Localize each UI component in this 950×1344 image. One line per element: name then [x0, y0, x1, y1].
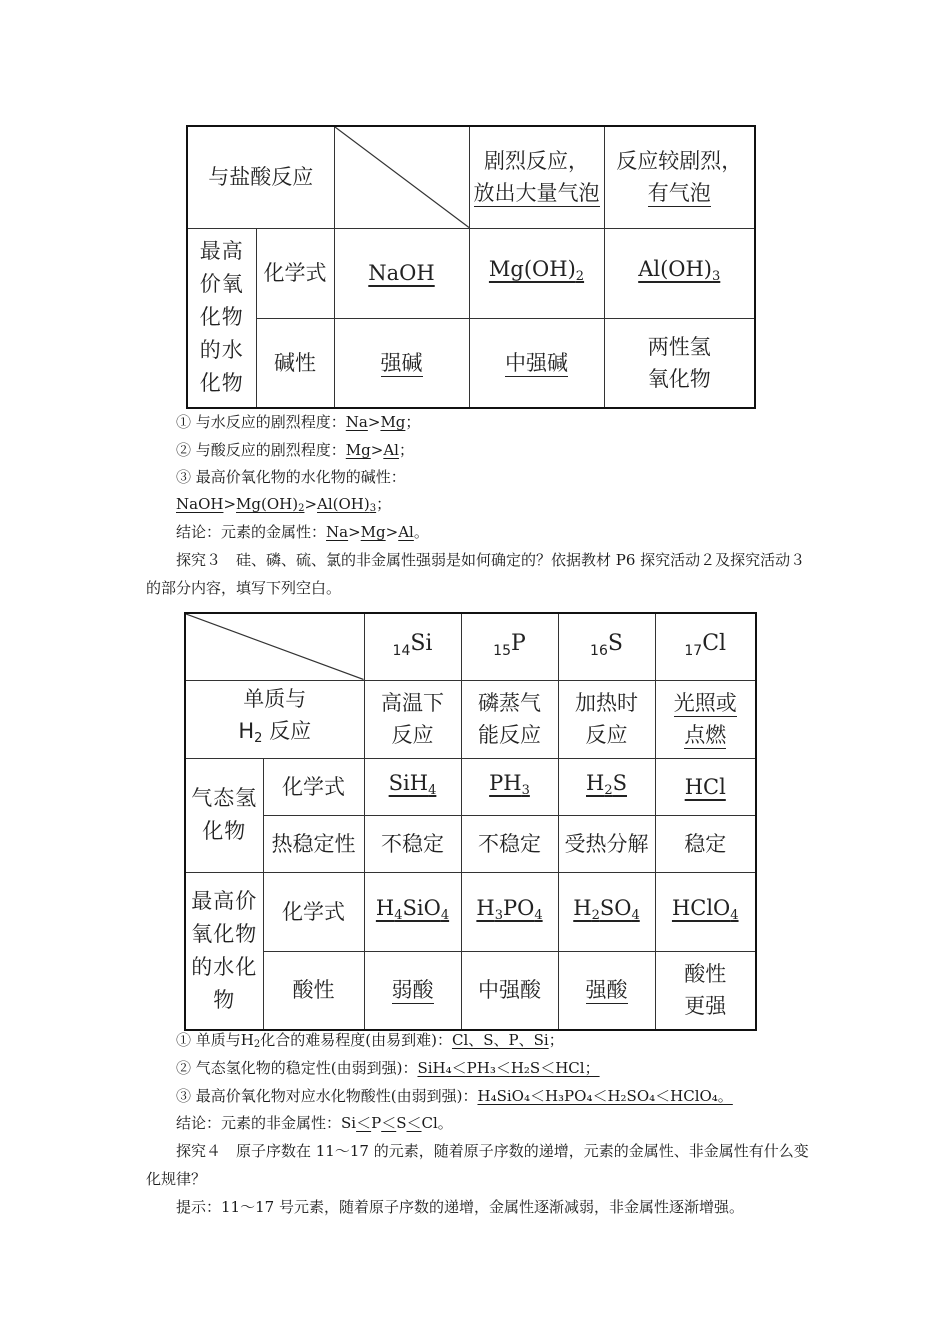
- h3po4-formula: $H_3PO_4$: [461, 872, 558, 951]
- naoh-basicity: 强碱: [334, 318, 469, 408]
- h2so4-acidity: 强酸: [558, 951, 655, 1030]
- nonmetal-properties-table: [184, 612, 757, 1031]
- metal-properties-table: [186, 125, 756, 409]
- explore4-hint: 提示：11～17 号元素，随着原子序数的递增，金属性逐渐减弱，非金属性逐渐增强。: [176, 1198, 744, 1216]
- h2-reaction-label: 单质与 $H_2$ 反应: [185, 680, 364, 758]
- cl-h2-condition: 光照或 点燃: [655, 680, 756, 758]
- hydride-formula-label: 化学式: [263, 758, 364, 815]
- naoh-formula: NaOH: [334, 228, 469, 318]
- sih4-stability: 不稳定: [364, 815, 461, 872]
- conclusion-metallic: 结论：元素的金属性：Na>Mg>Al。: [176, 523, 429, 541]
- ph3-stability: 不稳定: [461, 815, 558, 872]
- oxyacid-row-label: 最高价 氧化物 的水化 物: [185, 872, 263, 1030]
- al-acid-reaction: 反应较剧烈， 有气泡: [604, 126, 755, 228]
- aloh3-basicity: 两性氢 氧化物: [604, 318, 755, 408]
- sih4-formula: SiH$_4$: [364, 758, 461, 815]
- h2s-formula: $H_2S$: [558, 758, 655, 815]
- oxyacid-formula-label: 化学式: [263, 872, 364, 951]
- note1-water-reaction: ① 与水反应的剧烈程度：Na>Mg；: [176, 413, 421, 431]
- h2so4-formula: $H_2SO_4$: [558, 872, 655, 951]
- diagonal-cell: [334, 126, 469, 228]
- hcl-formula: HCl: [655, 758, 756, 815]
- element-cl: $_{17}$Cl: [655, 613, 756, 680]
- mgoh2-formula: $Mg(OH)_2$: [469, 228, 604, 318]
- thermal-stability-label: 热稳定性: [263, 815, 364, 872]
- mgoh2-basicity: 中强碱: [469, 318, 604, 408]
- element-s: $_{16}$S: [558, 613, 655, 680]
- note3-basicity: ③ 最高价氧化物的水化物的碱性：: [176, 468, 406, 486]
- formula-label: 化学式: [256, 228, 334, 318]
- hcl-stability: 稳定: [655, 815, 756, 872]
- aloh3-formula: $Al(OH)_3$: [604, 228, 755, 318]
- note2-hydride-stability: ② 气态氢化物的稳定性(由弱到强)：SiH₄＜PH₃＜H₂S＜HCl；: [176, 1059, 600, 1077]
- element-si: $_{14}$Si: [364, 613, 461, 680]
- si-h2-condition: 高温下 反应: [364, 680, 461, 758]
- diagonal-header-cell: [185, 613, 364, 680]
- p-h2-condition: 磷蒸气 能反应: [461, 680, 558, 758]
- hclo4-acidity: 酸性 更强: [655, 951, 756, 1030]
- mg-acid-reaction: 剧烈反应， 放出大量气泡: [469, 126, 604, 228]
- note4-basicity-order: $NaOH>Mg(OH)_2>Al(OH)_3$；: [176, 495, 392, 514]
- ph3-formula: $PH_3$: [461, 758, 558, 815]
- s-h2-condition: 加热时 反应: [558, 680, 655, 758]
- h4sio4-acidity: 弱酸: [364, 951, 461, 1030]
- explore4-question: 探究４ 原子序数在 11～17 的元素，随着原子序数的递增，元素的金属性、非金属性有什么变化规律？: [146, 1142, 809, 1188]
- element-p: $_{15}$P: [461, 613, 558, 680]
- acidity-label: 酸性: [263, 951, 364, 1030]
- h2s-stability: 受热分解: [558, 815, 655, 872]
- h4sio4-formula: $H_4SiO_4$: [364, 872, 461, 951]
- acid-reaction-label: 与盐酸反应: [187, 126, 334, 228]
- gaseous-hydride-label: 气态氢 化物: [185, 758, 263, 872]
- hydroxide-row-label: 最高 价氧 化物 的水 化物: [187, 228, 256, 408]
- note3-acid-strength: ③ 最高价氧化物对应水化物酸性(由弱到强)：H₄SiO₄＜H₃PO₄＜H₂SO₄＜HClO₄。: [176, 1087, 733, 1105]
- explore3-question: 探究３ 硅、磷、硫、氯的非金属性强弱是如何确定的？依据教材 P6 探究活动２及探究活动３的部分内容，填写下列空白。: [146, 551, 806, 597]
- note1-h2-combination: ① 单质与$H_2$化合的难易程度(由易到难)：Cl、S、P、Si；: [176, 1031, 564, 1050]
- note2-acid-reaction: ② 与酸反应的剧烈程度：Mg>Al；: [176, 441, 414, 459]
- basicity-label: 碱性: [256, 318, 334, 408]
- hclo4-formula: HClO$_4$: [655, 872, 756, 951]
- h3po4-acidity: 中强酸: [461, 951, 558, 1030]
- conclusion-nonmetallic: 结论：元素的非金属性：Si＜P＜S＜Cl。: [176, 1114, 453, 1132]
